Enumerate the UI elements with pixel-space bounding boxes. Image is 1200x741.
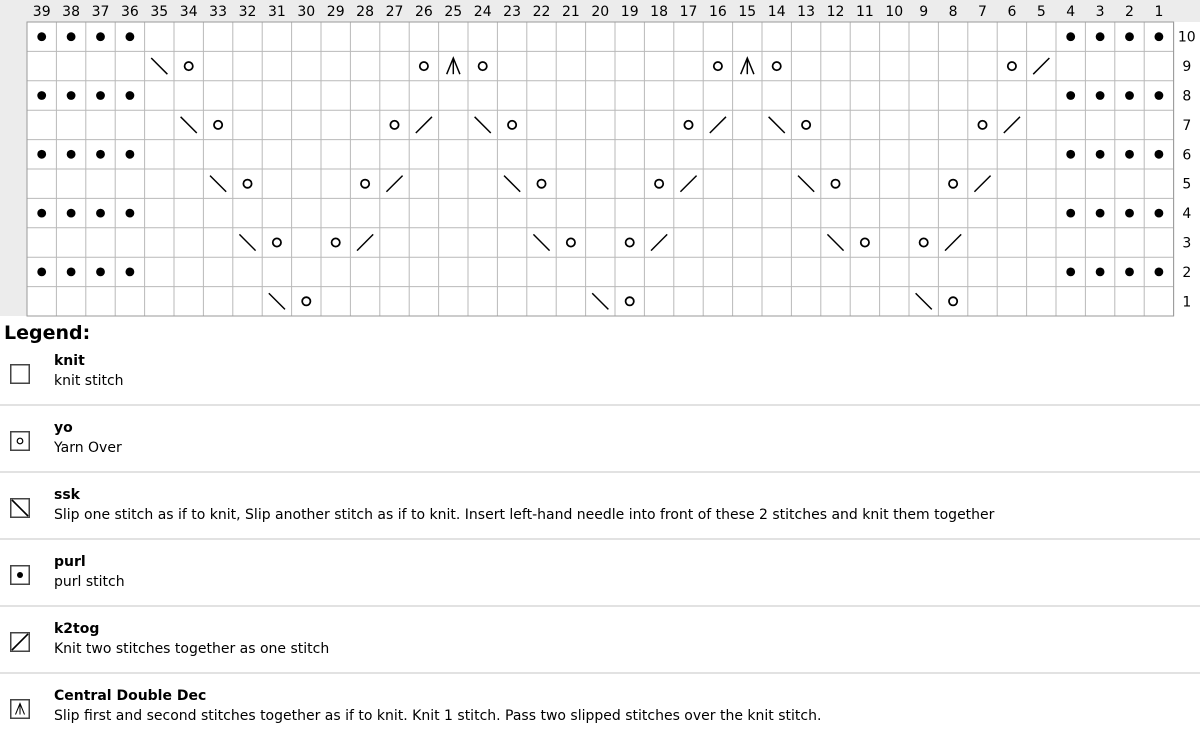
row-number: 7: [1182, 117, 1192, 134]
ssk-symbol: [210, 176, 226, 192]
ssk-symbol: [798, 176, 814, 192]
yo-symbol: [273, 238, 281, 246]
k2tog-symbol: [386, 176, 402, 192]
swatch-box: [11, 432, 30, 451]
column-number: 7: [978, 4, 987, 20]
row-number: 2: [1182, 264, 1192, 281]
purl-symbol: [67, 91, 76, 100]
legend-item-k2tog: [0, 607, 1200, 674]
yo-symbol: [302, 297, 310, 305]
column-number: 35: [150, 4, 169, 20]
yo-symbol: [185, 62, 193, 70]
legend-item-purl: [0, 540, 1200, 607]
yo-symbol: [420, 62, 428, 70]
purl-symbol: [1066, 91, 1075, 100]
purl-symbol: [96, 209, 105, 218]
k2tog-symbol: [1033, 58, 1049, 74]
purl-symbol: [37, 91, 46, 100]
purl-symbol: [1154, 267, 1163, 276]
legend-item-name: ssk: [54, 487, 80, 503]
column-number: 15: [738, 4, 757, 20]
column-number: 22: [532, 4, 551, 20]
column-number: 31: [267, 4, 286, 20]
column-number: 23: [503, 4, 522, 20]
purl-symbol: [67, 150, 76, 159]
legend-item-name: Central Double Dec: [54, 688, 207, 704]
column-number: 16: [708, 4, 727, 20]
ssk-symbol: [151, 58, 167, 74]
purl-symbol: [1154, 150, 1163, 159]
column-number: 5: [1036, 4, 1046, 20]
ssk-symbol: [239, 234, 255, 250]
purl-symbol: [96, 32, 105, 41]
knitting-chart: [0, 0, 1200, 318]
k2tog-symbol: [945, 234, 961, 250]
row-number: 1: [1182, 294, 1192, 311]
legend-item-description: Slip one stitch as if to knit, Slip another stitch as if to knit. Insert left-hand needle into front of these 2 stitches and knit them together: [54, 507, 995, 523]
ssk-symbol: [533, 234, 549, 250]
ssk-symbol: [504, 176, 520, 192]
central-double-dec-symbol-icon: [10, 699, 30, 719]
yo-symbol: [508, 121, 516, 129]
k2tog-symbol: [651, 234, 667, 250]
legend-item-name: yo: [54, 420, 73, 436]
purl-symbol: [17, 572, 23, 578]
purl-symbol: [125, 32, 134, 41]
purl-symbol: [125, 150, 134, 159]
ssk-symbol: [181, 117, 197, 133]
yo-symbol: [214, 121, 222, 129]
legend-item-description: Slip first and second stitches together as if to knit. Knit 1 stitch. Pass two slipped stitches over the knit stitch.: [54, 708, 822, 724]
column-number: 3: [1095, 4, 1105, 20]
purl-symbol: [1096, 150, 1105, 159]
yo-symbol: [949, 297, 957, 305]
column-number: 2: [1125, 4, 1134, 20]
legend-item-yo: [0, 406, 1200, 473]
yo-symbol: [831, 180, 839, 188]
row-number: 4: [1182, 206, 1192, 223]
k2tog-symbol: [357, 234, 373, 250]
column-number: 21: [561, 4, 580, 20]
yarn-over-symbol-icon: [10, 431, 30, 451]
ssk-symbol: [769, 117, 785, 133]
ssk-symbol: [269, 293, 285, 309]
purl-symbol: [1154, 91, 1163, 100]
purl-symbol: [1125, 32, 1134, 41]
column-number: 20: [591, 4, 610, 20]
legend-list: [0, 339, 1200, 741]
legend-item-ssk: [0, 473, 1200, 540]
ssk-symbol-icon: [10, 498, 30, 518]
legend-item-knit: [0, 339, 1200, 406]
yo-symbol: [626, 238, 634, 246]
row-number: 3: [1182, 235, 1192, 252]
yo-symbol: [390, 121, 398, 129]
legend-item-description: Yarn Over: [54, 440, 122, 456]
purl-symbol: [1125, 209, 1134, 218]
purl-symbol: [1066, 32, 1075, 41]
knit-symbol-icon: [10, 364, 30, 384]
purl-symbol: [96, 267, 105, 276]
column-number: 28: [356, 4, 375, 20]
column-number: 24: [473, 4, 492, 20]
legend-item-central-double-dec: [0, 674, 1200, 741]
row-number: 8: [1182, 88, 1192, 105]
column-number: 26: [414, 4, 433, 20]
column-number: 4: [1066, 4, 1076, 20]
yo-symbol: [773, 62, 781, 70]
column-number: 9: [919, 4, 929, 20]
purl-symbol: [1066, 267, 1075, 276]
row-number: 6: [1182, 147, 1192, 164]
purl-symbol: [37, 150, 46, 159]
ssk-symbol: [916, 293, 932, 309]
column-number: 10: [885, 4, 904, 20]
column-number: 36: [120, 4, 139, 20]
legend-item-name: k2tog: [54, 621, 100, 637]
row-number: 9: [1182, 59, 1192, 76]
column-number: 27: [385, 4, 404, 20]
purl-symbol: [125, 209, 134, 218]
column-number: 13: [797, 4, 816, 20]
swatch-box: [11, 365, 30, 384]
column-number: 25: [444, 4, 463, 20]
legend-item-description: purl stitch: [54, 574, 125, 590]
purl-symbol: [67, 209, 76, 218]
column-number: 29: [326, 4, 345, 20]
column-number: 14: [767, 4, 786, 20]
legend-title: Legend:: [4, 322, 91, 344]
column-number: 30: [297, 4, 316, 20]
column-number: 6: [1007, 4, 1017, 20]
purl-symbol: [1066, 150, 1075, 159]
yo-symbol: [567, 238, 575, 246]
column-number: 19: [620, 4, 639, 20]
yo-symbol: [714, 62, 722, 70]
purl-symbol: [1096, 91, 1105, 100]
purl-symbol: [67, 267, 76, 276]
purl-symbol: [1154, 209, 1163, 218]
ssk-symbol: [827, 234, 843, 250]
column-number: 33: [209, 4, 228, 20]
purl-symbol: [1154, 32, 1163, 41]
yo-symbol: [626, 297, 634, 305]
yo-symbol: [920, 238, 928, 246]
row-number: 5: [1182, 176, 1192, 193]
k2tog-symbol: [416, 117, 432, 133]
column-number: 32: [238, 4, 257, 20]
ssk-symbol: [592, 293, 608, 309]
ssk-symbol: [475, 117, 491, 133]
yo-symbol: [479, 62, 487, 70]
purl-symbol: [67, 32, 76, 41]
yo-symbol: [1008, 62, 1016, 70]
k2tog-symbol-icon: [10, 632, 30, 652]
yo-symbol: [537, 180, 545, 188]
row-number: 10: [1177, 29, 1196, 46]
purl-symbol: [1096, 209, 1105, 218]
yo-symbol: [655, 180, 663, 188]
column-number: 1: [1154, 4, 1164, 20]
purl-symbol: [1125, 267, 1134, 276]
left-margin: [0, 22, 27, 316]
legend-item-description: Knit two stitches together as one stitch: [54, 641, 330, 657]
yo-symbol: [949, 180, 957, 188]
yo-symbol: [332, 238, 340, 246]
column-number: 8: [948, 4, 958, 20]
yo-symbol: [802, 121, 810, 129]
column-number: 18: [650, 4, 669, 20]
legend-item-name: knit: [54, 353, 85, 369]
purl-symbol: [1125, 91, 1134, 100]
purl-symbol: [125, 91, 134, 100]
legend-item-name: purl: [54, 554, 86, 570]
column-number: 12: [826, 4, 845, 20]
column-number: 38: [62, 4, 81, 20]
purl-symbol: [96, 91, 105, 100]
purl-symbol: [96, 150, 105, 159]
purl-symbol: [37, 267, 46, 276]
purl-symbol: [37, 32, 46, 41]
k2tog-symbol: [680, 176, 696, 192]
column-number: 11: [855, 4, 874, 20]
yo-symbol: [243, 180, 251, 188]
yo-symbol: [861, 238, 869, 246]
purl-symbol: [37, 209, 46, 218]
legend-item-description: knit stitch: [54, 373, 124, 389]
k2tog-symbol: [710, 117, 726, 133]
purl-symbol: [1125, 150, 1134, 159]
k2tog-symbol: [1004, 117, 1020, 133]
column-number: 17: [679, 4, 698, 20]
chart-grid: [0, 0, 1200, 318]
purl-symbol: [1096, 32, 1105, 41]
purl-symbol: [1066, 209, 1075, 218]
column-number: 34: [179, 4, 198, 20]
purl-symbol: [1096, 267, 1105, 276]
yo-symbol: [361, 180, 369, 188]
column-number: 39: [32, 4, 51, 20]
column-number: 37: [91, 4, 110, 20]
yo-symbol: [978, 121, 986, 129]
purl-symbol: [125, 267, 134, 276]
purl-symbol-icon: [10, 565, 30, 585]
k2tog-symbol: [974, 176, 990, 192]
yo-symbol: [684, 121, 692, 129]
